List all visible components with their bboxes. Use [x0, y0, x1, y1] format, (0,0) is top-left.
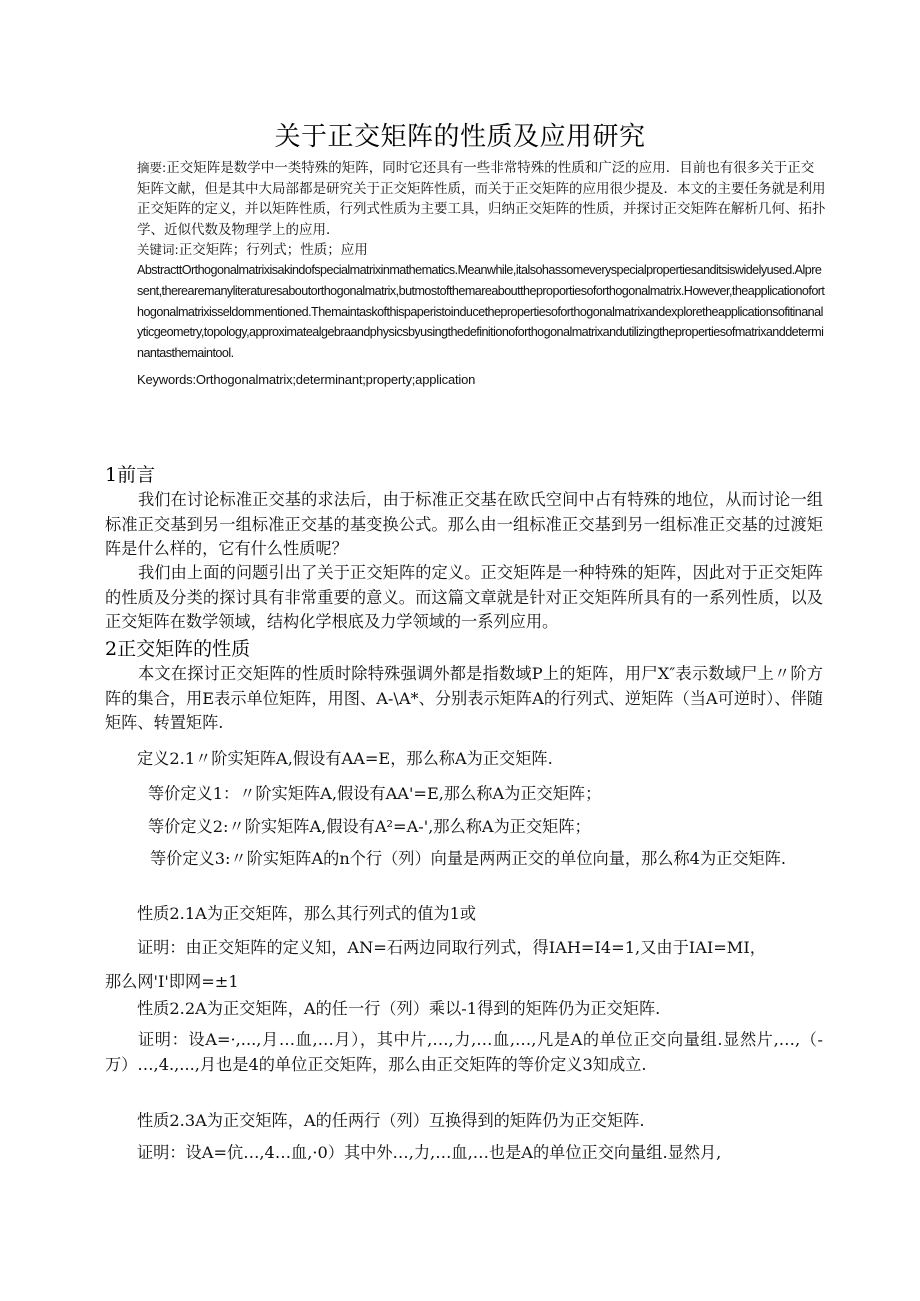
keywords-en: Keywords:Orthogonalmatrix;determinant;property;application: [137, 372, 476, 387]
section-2-heading: 2正交矩阵的性质: [105, 638, 251, 660]
section-1-heading: 1前言: [105, 464, 156, 486]
proof-2-3: 证明：设A=伉…,4…血,·0）其中外…,力,…血,…也是A的单位正交向量组.显然月,: [137, 1143, 722, 1162]
abstract-en: AbstracttOrthogonalmatrixisakindofspecialmatrixinmathematics.Meanwhile,italsohassomeveryspecialpropertiesanditsiswidelyused.Alpresent,therearemanyliteraturesaboutorthogonalmatrix,butmostofthemareabouttheproportiesoforthogonalmatrix.However,theapplicationoforthogonalmatrixisseldommentioned.Themaintaskofthispaperistoinducethepropertiesoforthogonalmatrixandexploretheapplicationsofitinanalyticgeometry,topology,approximatealgebraandphysicsbyusingthedefinitionoforthogonalmatrixandutilizingthepropertiesofmatrixanddeterminantasthemaintool.: [137, 263, 825, 361]
section-2-paragraph-1: 本文在探讨正交矩阵的性质时除特殊强调外都是指数域P上的矩阵，用尸X″表示数域尸上〃阶方阵的集合，用E表示单位矩阵，用图、A-\A*、分别表示矩阵A的行列式、逆矩阵（当A可逆时）、伴随矩阵、转置矩阵.: [105, 664, 823, 732]
definition-2-1: 定义2.1〃阶实矩阵A,假设有AA=E，那么称A为正交矩阵.: [137, 749, 553, 768]
page-title: 关于正交矩阵的性质及应用研究: [274, 122, 646, 152]
keywords-cn: [137, 241, 827, 259]
equivalent-definition-2: 等价定义2:〃阶实矩阵A,假设有A²=A-',那么称A为正交矩阵；: [148, 817, 591, 836]
abstract-cn-text: 正交矩阵是数学中一类特殊的矩阵，同时它还具有一些非常特殊的性质和广泛的应用．目前也有很多关于正交矩阵文献，但是其中大局部都是研究关于正交矩阵性质，而关于正交矩阵的应用很少提及．本文的主要任务就是利用正交矩阵的定义，并以矩阵性质，行列式性质为主要工具，归纳正交矩阵的性质，并探讨正交矩阵在解析几何、拓扑学、近似代数及物理学上的应用．: [137, 160, 826, 238]
property-2-2: 性质2.2A为正交矩阵，A的任一行（列）乘以-1得到的矩阵仍为正交矩阵.: [137, 999, 661, 1018]
proof-2-2: 证明：设A=·,...,月…血,…月），其中片,…,力,…血,…,凡是A的单位正交向量组.显然片,…,（-万）…,4.,...,月也是4的单位正交矩阵，那么由正交矩阵的等价定义3知成立.: [105, 1030, 823, 1074]
equivalent-definition-3: 等价定义3:〃阶实矩阵A的n个行（列）向量是两两正交的单位向量，那么称4为正交矩阵.: [150, 849, 787, 868]
equivalent-definition-1: 等价定义1：〃阶实矩阵A,假设有AA'=E,那么称A为正交矩阵；: [148, 784, 602, 803]
proof-2-1-line-2: 那么网'I'即网=±1: [105, 972, 239, 991]
property-2-3: 性质2.3A为正交矩阵，A的任两行（列）互换得到的矩阵仍为正交矩阵.: [137, 1111, 645, 1130]
proof-2-1-line-1: 证明：由正交矩阵的定义知，AN=石两边同取行列式，得IAH=I4=1,又由于IAI=MI，: [137, 938, 766, 957]
abstract-cn-label: 摘要:: [137, 160, 167, 175]
section-1-paragraph-2: 我们由上面的问题引出了关于正交矩阵的定义。正交矩阵是一种特殊的矩阵，因此对于正交矩阵的性质及分类的探讨具有非常重要的意义。而这篇文章就是针对正交矩阵所具有的一系列性质，以及正交矩阵在数学领域，结构化学根底及力学领域的一系列应用。: [105, 563, 823, 631]
keywords-cn-label: 关键词:: [137, 242, 179, 257]
keywords-cn-text: 正交矩阵；行列式；性质；应用: [178, 242, 368, 258]
abstract-cn: [137, 158, 827, 240]
property-2-1: 性质2.1A为正交矩阵，那么其行列式的值为1或: [137, 904, 477, 923]
section-1-paragraph-1: 我们在讨论标准正交基的求法后，由于标准正交基在欧氏空间中占有特殊的地位，从而讨论一组标准正交基到另一组标准正交基的基变换公式。那么由一组标准正交基到另一组标准正交基的过渡矩阵是什么样的，它有什么性质呢？: [105, 490, 823, 558]
